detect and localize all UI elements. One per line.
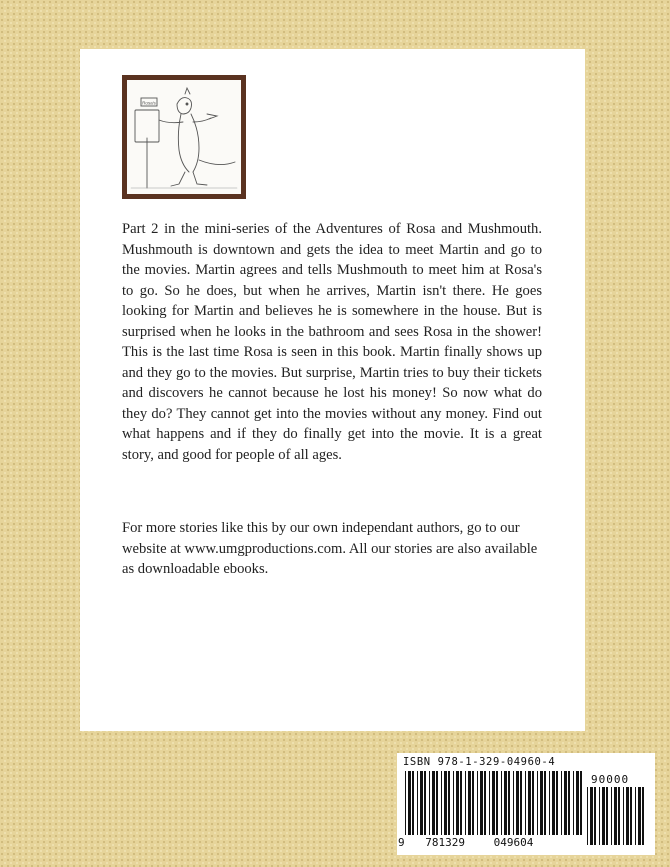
barcode-bar — [602, 787, 605, 845]
barcode-bar — [501, 771, 502, 835]
barcode-bar — [508, 771, 510, 835]
barcode-digits — [397, 836, 587, 849]
barcode-bar — [504, 771, 507, 835]
isbn-label: ISBN 978-1-329-04960-4 — [403, 756, 556, 768]
barcode-bar — [594, 787, 596, 845]
barcode-bar — [453, 771, 454, 835]
barcode-bar — [606, 787, 608, 845]
barcode-digit-first: 9 — [398, 836, 405, 849]
barcode-bar — [468, 771, 471, 835]
barcode-bar — [580, 771, 582, 835]
barcode-bar — [573, 771, 574, 835]
publisher-promo: For more stories like this by our own independant authors, go to our website at www.umgproductions.com. All our stories are also available as downloadable ebooks. — [122, 520, 538, 577]
barcode-addon-digits: 90000 — [591, 773, 630, 786]
barcode-bar — [528, 771, 531, 835]
barcode-bar — [549, 771, 550, 835]
barcode-bar — [441, 771, 442, 835]
isbn-barcode — [397, 753, 655, 855]
barcode-bar — [568, 771, 570, 835]
rat-with-sign-drawing — [127, 80, 241, 194]
barcode-bar — [405, 771, 406, 835]
barcode-bar — [537, 771, 538, 835]
barcode-bar — [513, 771, 514, 835]
barcode-bar — [480, 771, 483, 835]
barcode-bar — [472, 771, 474, 835]
barcode-bar — [489, 771, 490, 835]
barcode-bar — [556, 771, 558, 835]
barcode-bar — [618, 787, 620, 845]
ean13-bars — [405, 771, 583, 845]
barcode-bar — [532, 771, 534, 835]
barcode-bar — [587, 787, 588, 845]
barcode-bar — [424, 771, 426, 835]
barcode-bar — [561, 771, 562, 835]
cover-illustration — [122, 75, 246, 199]
barcode-bar — [623, 787, 624, 845]
barcode-bar — [465, 771, 466, 835]
barcode-bar — [564, 771, 567, 835]
barcode-bar — [590, 787, 593, 845]
barcode-bar — [408, 771, 411, 835]
back-cover-panel — [80, 49, 585, 731]
barcode-bar — [432, 771, 435, 835]
barcode-bar — [412, 771, 414, 835]
barcode-bar — [642, 787, 644, 845]
barcode-bar — [448, 771, 450, 835]
barcode-bar — [516, 771, 519, 835]
barcode-bar — [420, 771, 423, 835]
barcode-bar — [492, 771, 495, 835]
barcode-bar — [614, 787, 617, 845]
barcode-bar — [540, 771, 543, 835]
barcode-bar — [544, 771, 546, 835]
barcode-digit-group-2: 049604 — [493, 836, 534, 849]
barcode-bar — [552, 771, 555, 835]
barcode-bar — [429, 771, 430, 835]
barcode-bar — [638, 787, 641, 845]
barcode-bar — [525, 771, 526, 835]
barcode-bar — [599, 787, 600, 845]
barcode-bar — [436, 771, 438, 835]
barcode-bar — [444, 771, 447, 835]
addon-bars — [587, 787, 647, 845]
barcode-bar — [460, 771, 462, 835]
book-description: Part 2 in the mini-series of the Adventures of Rosa and Mushmouth. Mushmouth is downtown and gets the idea to meet Martin and go to the movies. Martin agrees and tells Mushmouth to meet him at Rosa's to go. So he does, but when he arrives, Martin isn't there. He goes looking for Martin and believes he is somewhere in the house. But is surprised when he looks in the bathroom and sees Rosa in the shower! This is the last time Rosa is seen in this book. Martin finally shows up and they go to the movies. But surprise, Martin tries to buy their tickets and discovers he cannot because he lost his money! So now what do they do? They cannot get into the movies without any money. Find out what happens and if they do finally get into the movie. It is a great story, and good for people of all ages. — [122, 221, 542, 463]
barcode-bar — [417, 771, 418, 835]
barcode-bar — [484, 771, 486, 835]
barcode-bar — [635, 787, 636, 845]
barcode-bar — [611, 787, 612, 845]
barcode-bar — [496, 771, 498, 835]
barcode-bar — [626, 787, 629, 845]
barcode-bar — [630, 787, 632, 845]
barcode-bar — [520, 771, 522, 835]
barcode-bar — [477, 771, 478, 835]
barcode-bar — [576, 771, 579, 835]
barcode-bar — [456, 771, 459, 835]
barcode-digit-group-1: 781329 — [425, 836, 465, 849]
sign-text: Rosa's — [142, 100, 156, 106]
